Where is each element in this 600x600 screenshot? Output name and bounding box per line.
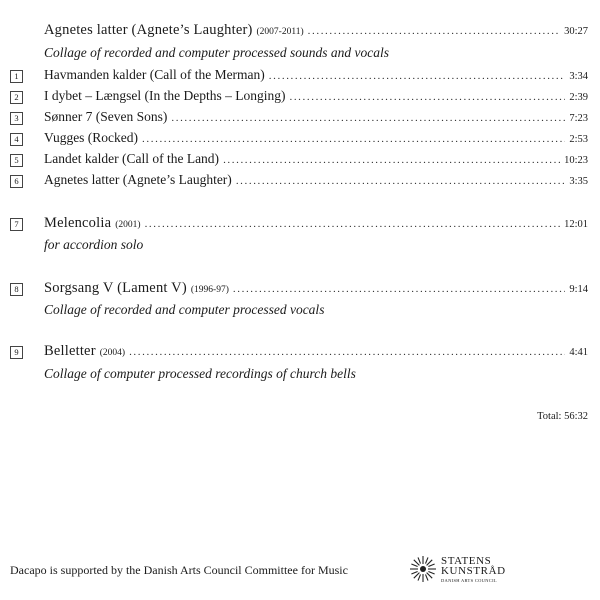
work-year: (2004) — [99, 348, 126, 358]
track-title: I dybet – Længsel (In the Depths – Longing) — [44, 88, 286, 103]
leader-dots — [171, 112, 565, 124]
track-number: 3 — [10, 112, 23, 125]
work-title: Sorgsang V (Lament V) — [44, 280, 187, 296]
track-duration: 10:23 — [564, 155, 588, 166]
track-number: 1 — [10, 70, 23, 83]
track-number: 8 — [10, 283, 23, 296]
work-description: Collage of recorded and computer processed sounds and vocals — [44, 45, 389, 60]
leader-dots — [308, 25, 560, 37]
leader-dots — [145, 218, 561, 230]
work-title: Melencolia — [44, 215, 112, 231]
work-header-belletter — [44, 343, 588, 360]
track-number: 7 — [10, 218, 23, 231]
work-title: Belletter — [44, 343, 96, 359]
track-row — [44, 130, 588, 146]
work-year: (1996-97) — [190, 285, 229, 295]
track-number: 5 — [10, 154, 23, 167]
track-title: Vugges (Rocked) — [44, 130, 139, 145]
work-header-agnetes-latter — [44, 22, 588, 39]
track-duration: 3:35 — [569, 176, 588, 187]
leader-dots — [269, 70, 566, 82]
track-row — [44, 88, 588, 104]
track-number: 9 — [10, 346, 23, 359]
track-duration: 3:34 — [569, 71, 588, 82]
work-description: Collage of computer processed recordings of church bells — [44, 366, 356, 381]
total-duration: Total: 56:32 — [537, 411, 588, 422]
track-number: 6 — [10, 175, 23, 188]
track-number: 4 — [10, 133, 23, 146]
work-description: for accordion solo — [44, 237, 144, 252]
work-duration: 30:27 — [564, 26, 588, 37]
statens-kunstrad-logo — [409, 555, 509, 587]
footer-support-text: Dacapo is supported by the Danish Arts Council Committee for Music — [10, 563, 348, 577]
work-header-melencolia — [44, 215, 588, 232]
work-title: Agnetes latter (Agnete’s Laughter) — [44, 22, 253, 38]
track-duration: 7:23 — [569, 113, 588, 124]
leader-dots — [129, 346, 565, 358]
work-year: (2001) — [115, 220, 141, 230]
track-number: 2 — [10, 91, 23, 104]
logo-text-kunstrad: KUNSTRÅD — [441, 565, 506, 577]
logo-text-statens: STATENS — [441, 555, 492, 567]
leader-dots — [142, 133, 565, 145]
logo-text-danish-arts-council: DANISH ARTS COUNCIL — [441, 578, 497, 583]
track-row — [44, 67, 588, 83]
leader-dots — [223, 154, 560, 166]
leader-dots — [236, 175, 566, 187]
track-duration: 2:53 — [569, 134, 588, 145]
work-description: Collage of recorded and computer processed vocals — [44, 302, 325, 317]
starburst-icon — [409, 555, 437, 583]
work-duration: 4:41 — [569, 347, 588, 358]
track-title: Landet kalder (Call of the Land) — [44, 151, 220, 166]
track-duration: 2:39 — [569, 92, 588, 103]
leader-dots — [289, 91, 565, 103]
track-row — [44, 151, 588, 167]
leader-dots — [233, 283, 565, 295]
work-duration: 12:01 — [564, 219, 588, 230]
track-title: Agnetes latter (Agnete’s Laughter) — [44, 172, 232, 187]
track-row — [44, 172, 588, 188]
work-year: (2007-2011) — [256, 27, 304, 37]
work-header-sorgsang — [44, 280, 588, 297]
track-row — [44, 109, 588, 125]
work-duration: 9:14 — [569, 284, 588, 295]
track-title: Sønner 7 (Seven Sons) — [44, 109, 168, 124]
track-title: Havmanden kalder (Call of the Merman) — [44, 67, 265, 82]
